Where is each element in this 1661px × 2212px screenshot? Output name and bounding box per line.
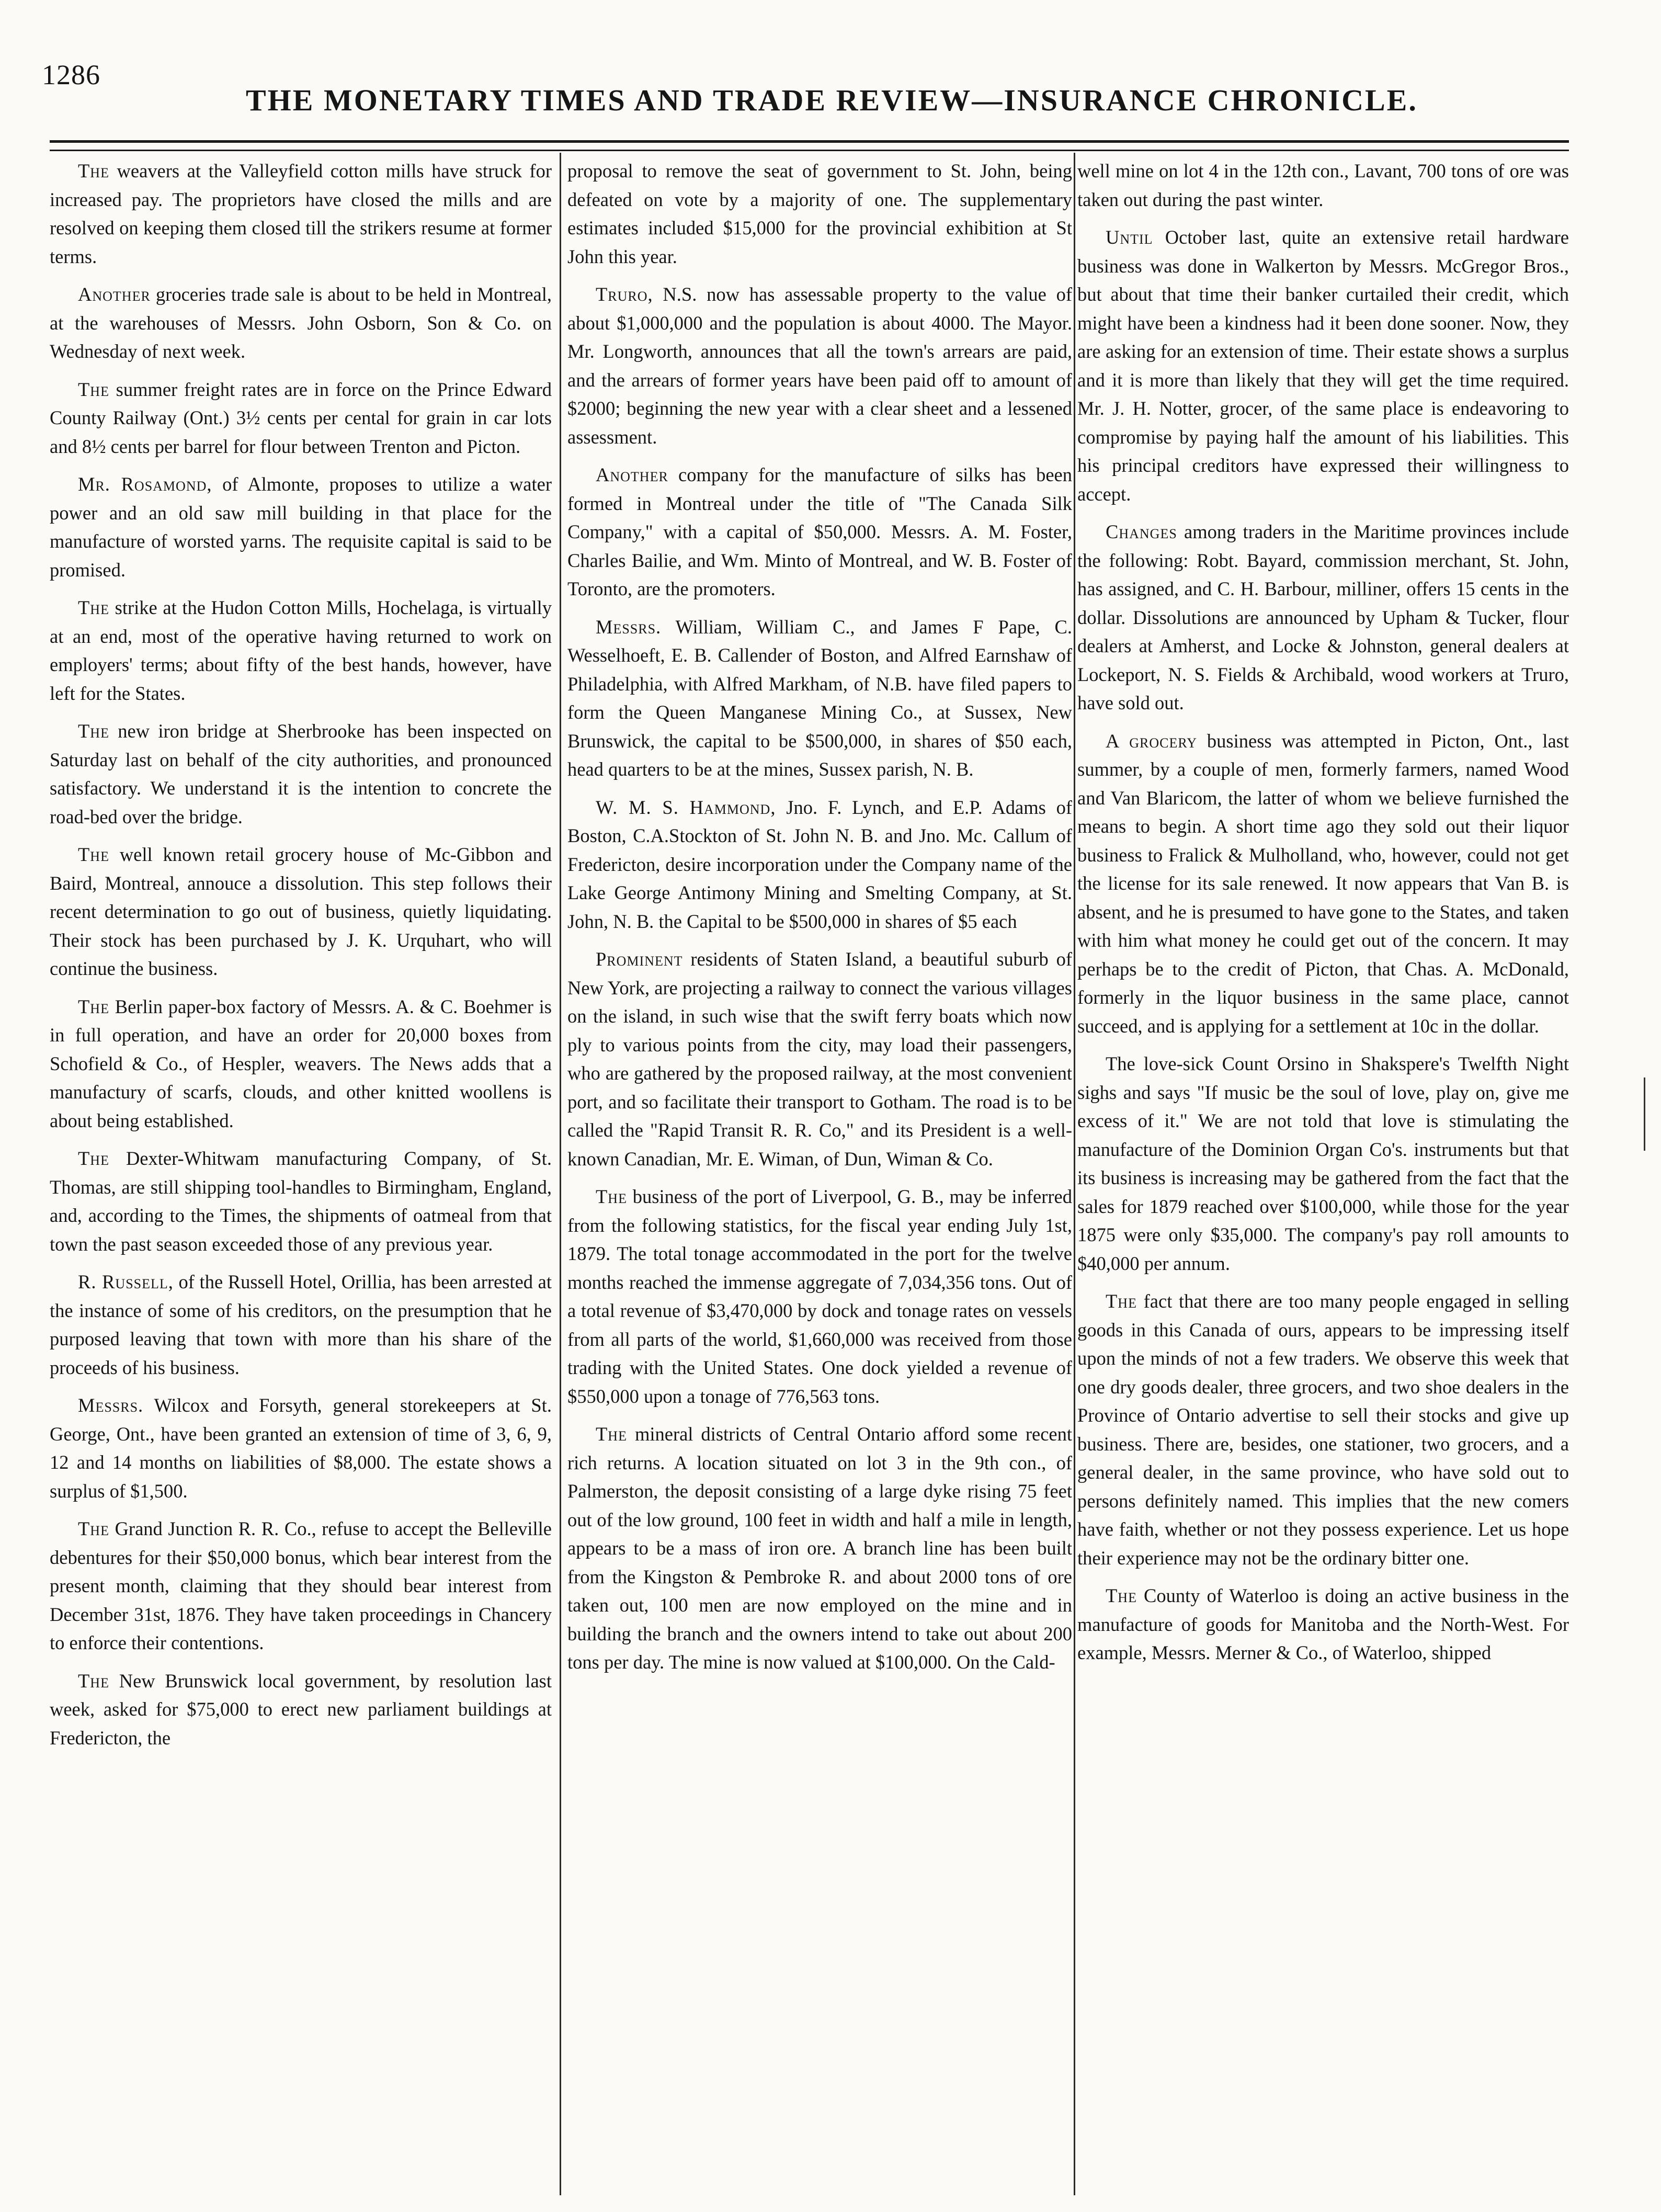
news-item-text: business was attempted in Picton, Ont., last summer, by a couple of men, formerly farmers, named Wood and Van Blaricom, the latter of whom we believe furnished the means to begin. A short time ago they sold out their liquor business to Fralick & Mulholland, who, however, could not get the license for its sale renewed. It now appears that Van B. is absent, and he is presumed to have gone to the States, and taken with him what money he could get out of the concern. It may perhaps be to the credit of Picton, that Chas. A. McDonald, formerly in the liquor business in the same place, cannot succeed, and is applying for a settlement at 10c in the dollar.: [1077, 730, 1569, 1037]
news-item-text: Dexter-Whitwam manufacturing Company, of St. Thomas, are still shipping tool-handles to Birmingham, England, and, according to the Times, the shipments of oatmeal from that town the past season exceeded those of any previous year.: [50, 1148, 552, 1255]
news-item: [567, 945, 1072, 1173]
news-item: [50, 1268, 552, 1382]
news-item-lead: W. M. S. Hammond,: [596, 796, 776, 818]
news-item-text: well mine on lot 4 in the 12th con., Lavant, 700 tons of ore was taken out during the past winter.: [1077, 160, 1569, 210]
news-item-text: residents of Staten Island, a beautiful suburb of New York, are projecting a railway to connect the various villages on the island, in such wise that the swift ferry boats which now ply to various points from the city, may load their passengers, who are gathered by the proposed railway, at the most convenient port, and so facilitate their transport to Gotham. The road is to be called the "Rapid Transit R. R. Co," and its President is a well-known Canadian, Mr. E. Wiman, of Dun, Wiman & Co.: [567, 948, 1072, 1170]
news-item-lead: The: [78, 720, 109, 742]
news-item: [50, 1144, 552, 1258]
news-item: [567, 280, 1072, 451]
news-item-text: well known retail grocery house of Mc-Gibbon and Baird, Montreal, annouce a dissolution. This step follows their recent determination to go out of business, quietly liquidating. Their stock has been purchased by J. K. Urquhart, who will continue the business.: [50, 844, 552, 979]
news-item-text: strike at the Hudon Cotton Mills, Hochelaga, is virtually at an end, most of the operative having returned to work on employers' terms; about fifty of the best hands, however, have left for the States.: [50, 597, 552, 704]
news-item-text: Grand Junction R. R. Co., refuse to accept the Belleville debentures for their $50,000 bonus, which bear interest from the present month, claiming that they should bear interest from December 31st, 1876. They have taken proceedings in Chancery to enforce their contentions.: [50, 1518, 552, 1653]
news-item-text: proposal to remove the seat of government to St. John, being defeated on vote by a majority of one. The supplementary estimates included $15,000 for the provincial exhibition at St John this year.: [567, 160, 1072, 267]
news-item-lead: Prominent: [596, 948, 683, 970]
news-item-lead: The: [78, 597, 109, 618]
news-item: [1077, 518, 1569, 718]
page-number: 1286: [42, 59, 100, 90]
news-item-text: of the Russell Hotel, Orillia, has been arrested at the instance of some of his creditors, on the presumption that he purposed leaving that town with more than his share of the proceeds of his business.: [50, 1271, 552, 1378]
news-item-text: N.S. now has assessable property to the value of about $1,000,000 and the population is about 4000. The Mayor. Mr. Longworth, announces that all the town's arrears are paid, and the arrears of former years have been paid off to amount of $2000; beginning the new year with a clear sheet and a lessened assessment.: [567, 283, 1072, 448]
news-item-lead: The: [78, 378, 109, 400]
news-item: [1077, 1287, 1569, 1572]
news-item-lead: The: [78, 1148, 109, 1169]
news-item-lead: The: [78, 160, 109, 182]
running-title: THE MONETARY TIMES AND TRADE REVIEW—INSURANCE CHRONICLE.: [246, 83, 1418, 117]
news-item: [50, 1515, 552, 1658]
news-item-lead: Another: [596, 464, 668, 485]
article-column-3: [1077, 157, 1569, 2197]
news-item-text: Wilcox and Forsyth, general storekeepers at St. George, Ont., have been granted an extension of time of 3, 6, 9, 12 and 14 months on liabilities of $8,000. The estate shows a surplus of $1,500.: [50, 1394, 552, 1502]
news-item-text: mineral districts of Central Ontario afford some recent rich returns. A location situated on lot 3 in the 9th con., of Palmerston, the deposit consisting of a large dyke rising 75 feet out of the low ground, 100 feet in width and half a mile in length, appears to be a mass of iron ore. A branch line has been built from the Kingston & Pembroke R. and about 2000 tons of ore taken out, 100 men are now employed on the mine and in building the branch and the owners intend to take out about 200 tons per day. The mine is now valued at $100,000. On the Cald-: [567, 1423, 1072, 1673]
news-item-text: October last, quite an extensive retail hardware business was done in Walkerton by Messrs. McGregor Bros., but about that time their banker curtailed their credit, which might have been a kindness had it been done sooner. Now, they are asking for an extension of time. Their estate shows a surplus and it is more than likely that they will get the time required. Mr. J. H. Notter, grocer, of the same place is endeavoring to compromise by paying half the amount of his liabilities. This his principal creditors have expressed their willingness to accept.: [1077, 226, 1569, 505]
news-item: [1077, 1582, 1569, 1667]
news-item-text: William, William C., and James F Pape, C. Wesselhoeft, E. B. Callender of Boston, and Alfred Earnshaw of Philadelphia, with Alfred Markham, of N.B. have filed papers to form the Queen Manganese Mining Co., at Sussex, New Brunswick, the capital to be $500,000, in shares of $50 each, head quarters to be at the mines, Sussex parish, N. B.: [567, 616, 1072, 780]
news-item-text: summer freight rates are in force on the Prince Edward County Railway (Ont.) 3½ cents per cental for grain in car lots and 8½ cents per barrel for flour between Trenton and Picton.: [50, 378, 552, 457]
news-item-lead: The: [1106, 1585, 1137, 1606]
news-item: [1077, 727, 1569, 1041]
news-item: [50, 841, 552, 983]
news-item: [1077, 223, 1569, 508]
news-item-text: new iron bridge at Sherbrooke has been inspected on Saturday last on behalf of the city authorities, and pronounced satisfactory. We understand it is the intention to concrete the road-bed over the bridge.: [50, 720, 552, 827]
news-item-lead: A grocery: [1106, 730, 1198, 752]
news-item: [1077, 1050, 1569, 1278]
news-item-text: Jno. F. Lynch, and E.P. Adams of Boston, C.A.Stockton of St. John N. B. and Jno. Mc. Callum of Fredericton, desire incorporation under the Company name of the Lake George Antimony Mining and Smelting Company, at St. John, N. B. the Capital to be $500,000 in shares of $5 each: [567, 796, 1072, 932]
news-item: [50, 157, 552, 271]
news-item: [567, 1183, 1072, 1411]
news-item-text: of Almonte, proposes to utilize a water power and an old saw mill building in that place for the manufacture of worsted yarns. The requisite capital is said to be promised.: [50, 473, 552, 581]
news-item-text: groceries trade sale is about to be held in Montreal, at the warehouses of Messrs. John Osborn, Son & Co. on Wednesday of next week.: [50, 283, 552, 362]
news-item: [567, 1420, 1072, 1677]
news-item-lead: Messrs.: [78, 1394, 144, 1416]
header-rule-bottom: [50, 150, 1569, 151]
news-item-text: among traders in the Maritime provinces include the following: Robt. Bayard, commission merchant, St. John, has assigned, and C. H. Barbour, milliner, offers 15 cents in the dollar. Dissolutions are announced by Upham & Tucker, flour dealers at Amherst, and Locke & Johnston, general dealers at Lockeport, N. S. Fields & Archibald, wood workers at Truro, have sold out.: [1077, 521, 1569, 713]
news-item-lead: Mr. Rosamond,: [78, 473, 212, 495]
news-item-lead: The: [596, 1423, 627, 1445]
news-item: [50, 280, 552, 366]
news-item-lead: Truro,: [596, 283, 653, 305]
news-item-text: fact that there are too many people engaged in selling goods in this Canada of ours, appears to be impressing itself upon the minds of not a few traders. We observe this week that one dry goods dealer, three grocers, and two shoe dealers in the Province of Ontario advertise to sell their stocks and give up business. There are, besides, one stationer, two grocers, and a general dealer, in the same province, who have sold out to persons definitely named. This implies that the new comers have faith, whether or not they possess experience. Let us hope their experience may not be the ordinary bitter one.: [1077, 1290, 1569, 1569]
news-item-lead: The: [78, 844, 109, 865]
column-rule-1: [560, 153, 561, 2195]
news-item-lead: Changes: [1106, 521, 1177, 542]
news-item-text: County of Waterloo is doing an active business in the manufacture of goods for Manitoba and the North-West. For example, Messrs. Merner & Co., of Waterloo, shipped: [1077, 1585, 1569, 1663]
news-item-lead: The: [78, 995, 109, 1017]
scan-edge-mark: [1644, 1077, 1652, 1151]
news-item-text: Berlin paper-box factory of Messrs. A. & C. Boehmer is in full operation, and have an order for 20,000 boxes from Schofield & Co., of Hespler, weavers. The News adds that a manufactury of scarfs, clouds, and other knitted woollens is about being established.: [50, 995, 552, 1131]
news-item-text: company for the manufacture of silks has been formed in Montreal under the title of "The Canada Silk Company," with a capital of $50,000. Messrs. A. M. Foster, Charles Bailie, and Wm. Minto of Montreal, and W. B. Foster of Toronto, are the promoters.: [567, 464, 1072, 599]
news-item-text: The love-sick Count Orsino in Shakspere's Twelfth Night sighs and says "If music be the soul of love, play on, give me excess of it." We are not told that love is stimulating the manufacture of the Dominion Organ Co's. instruments but that its business is increasing may be gathered from the fact that the sales for 1879 reached over $100,000, while those for the year 1875 were only $35,000. The company's pay roll amounts to $40,000 per annum.: [1077, 1053, 1569, 1274]
news-item-lead: The: [1106, 1290, 1137, 1312]
news-item: [50, 993, 552, 1136]
news-item: [50, 717, 552, 831]
news-item: [567, 157, 1072, 271]
header-rule-top: [50, 140, 1569, 143]
news-item: [50, 594, 552, 708]
news-item-lead: The: [596, 1186, 627, 1207]
article-column-2: [567, 157, 1072, 2197]
news-item: [567, 461, 1072, 604]
news-item: [567, 613, 1072, 784]
news-item-lead: The: [78, 1518, 109, 1539]
news-item: [1077, 157, 1569, 214]
news-item: [567, 793, 1072, 936]
news-item-text: business of the port of Liverpool, G. B., may be inferred from the following statistics, for the fiscal year ending July 1st, 1879. The total tonage accommodated in the port for the twelve months reached the immense aggregate of 7,034,356 tons. Out of a total revenue of $3,470,000 by dock and tonage rates on vessels from all parts of the world, $1,660,000 was received from those trading with the United States. One dock yielded a revenue of $550,000 upon a tonage of 776,563 tons.: [567, 1186, 1072, 1407]
news-item-lead: Until: [1106, 226, 1153, 248]
news-item-lead: The: [78, 1670, 109, 1692]
news-item: [50, 376, 552, 461]
news-item: [50, 1667, 552, 1753]
news-item: [50, 470, 552, 584]
news-item-lead: R. Russell,: [78, 1271, 174, 1292]
news-item-text: New Brunswick local government, by resolution last week, asked for $75,000 to erect new parliament buildings at Fredericton, the: [50, 1670, 552, 1749]
column-rule-2: [1074, 153, 1075, 2195]
article-column-1: [50, 157, 552, 2197]
news-item-lead: Messrs.: [596, 616, 662, 638]
news-item: [50, 1391, 552, 1505]
news-item-text: weavers at the Valleyfield cotton mills have struck for increased pay. The proprietors have closed the mills and are resolved on keeping them closed till the strikers resume at former terms.: [50, 160, 552, 267]
news-item-lead: Another: [78, 283, 151, 305]
